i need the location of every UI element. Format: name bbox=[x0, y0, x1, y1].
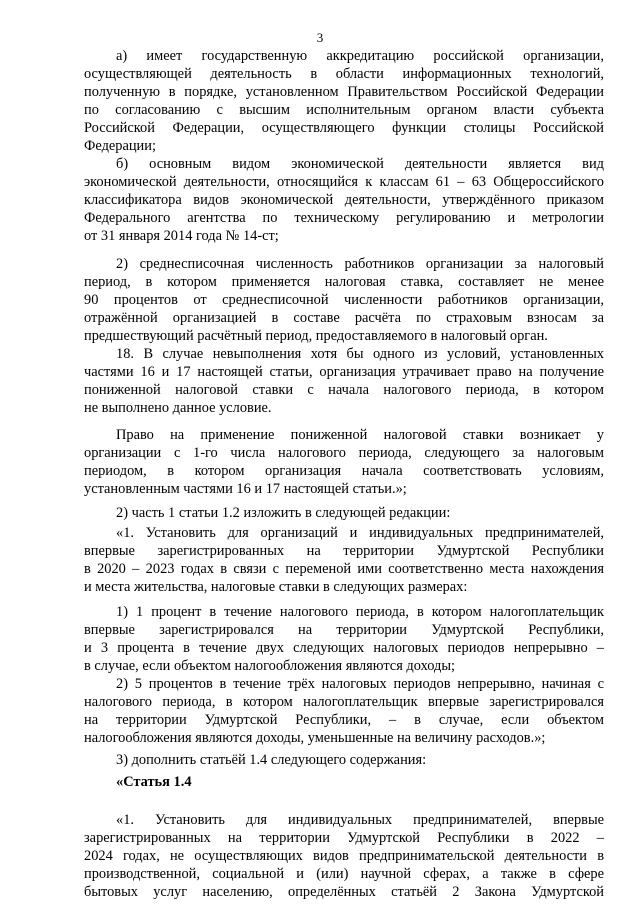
text-line: в 2020 – 2023 годах в связи с переменой ими соответственно места нахождения bbox=[84, 561, 604, 577]
text-line: 2) 5 процентов в течение трёх налоговых периодов непрерывно, начиная с bbox=[116, 676, 604, 692]
text-line: Федерального агентства по техническому регулированию и метрологии bbox=[84, 210, 604, 226]
text-line: 2) среднесписочная численность работников организации за налоговый bbox=[116, 256, 604, 272]
article-heading: «Статья 1.4 bbox=[116, 774, 192, 790]
text-line: Федерации; bbox=[84, 138, 156, 154]
text-line: по согласованию с высшим исполнительным органом власти субъекта bbox=[84, 102, 604, 118]
text-line: 90 процентов от среднесписочной численности работников организации, bbox=[84, 292, 604, 308]
text-line: на территории Удмуртской Республики, – в случае, если объектом bbox=[84, 712, 604, 728]
page-number: 3 bbox=[316, 30, 324, 45]
text-line: осуществляющей деятельность в области информационных технологий, bbox=[84, 66, 604, 82]
text-line: Российской Федерации, осуществляющего функции столицы Российской bbox=[84, 120, 604, 136]
text-line: частями 16 и 17 настоящей статьи, организация утрачивает право на получение bbox=[84, 364, 604, 380]
text-line: бытовых услуг населению, определённых статьёй 2 Закона Удмуртской bbox=[84, 884, 604, 900]
text-line: 2024 годах, не осуществляющих видов предпринимательской деятельности в bbox=[84, 848, 604, 864]
text-line: б) основным видом экономической деятельности является вид bbox=[116, 156, 604, 172]
text-line: 18. В случае невыполнения хотя бы одного из условий, установленных bbox=[116, 346, 604, 362]
text-line: классификатора видов экономической деятельности, утверждённого приказом bbox=[84, 192, 604, 208]
text-line: отражённой организацией в составе расчёта по страховым взносам за bbox=[84, 310, 604, 326]
text-line: не выполнено данное условие. bbox=[84, 400, 272, 416]
text-line: в случае, если объектом налогообложения являются доходы; bbox=[84, 658, 455, 674]
text-line: а) имеет государственную аккредитацию российской организации, bbox=[116, 48, 604, 64]
text-line: налогообложения являются доходы, уменьшенные на величину расходов.»; bbox=[84, 730, 546, 746]
text-line: зарегистрированных на территории Удмуртской Республики в 2022 – bbox=[84, 830, 604, 846]
text-line: периодом, в котором организация начала соответствовать условиям, bbox=[84, 463, 604, 479]
text-line: производственной, социальной и (или) научной сферах, а также в сфере bbox=[84, 866, 604, 882]
text-line: предшествующий расчётный период, предоставляемого в налоговый орган. bbox=[84, 328, 548, 344]
text-line: и 3 процента в течение двух следующих налоговых периодов непрерывно – bbox=[84, 640, 604, 656]
text-line: пониженной налоговой ставки с начала налогового периода, в котором bbox=[84, 382, 604, 398]
text-line: 2) часть 1 статьи 1.2 изложить в следующей редакции: bbox=[116, 505, 451, 521]
text-line: Право на применение пониженной налоговой ставки возникает у bbox=[116, 427, 604, 443]
text-line: и места жительства, налоговые ставки в следующих размерах: bbox=[84, 579, 468, 595]
text-line: установленным частями 16 и 17 настоящей статьи.»; bbox=[84, 481, 407, 497]
text-line: впервые зарегистрировался на территории Удмуртской Республики, bbox=[84, 622, 604, 638]
text-line: налогового периода, в котором налогоплательщик впервые зарегистрировался bbox=[84, 694, 604, 710]
text-line: организации с 1-го числа налогового периода, следующего за налоговым bbox=[84, 445, 604, 461]
text-line: впервые зарегистрированных на территории Удмуртской Республики bbox=[84, 543, 604, 559]
text-line: период, в котором применяется налоговая ставка, составляет не менее bbox=[84, 274, 604, 290]
text-line: полученную в порядке, установленном Правительством Российской Федерации bbox=[84, 84, 604, 100]
text-line: «1. Установить для организаций и индивидуальных предпринимателей, bbox=[116, 525, 604, 541]
text-line: 3) дополнить статьёй 1.4 следующего содержания: bbox=[116, 752, 427, 768]
text-line: «1. Установить для индивидуальных предпринимателей, впервые bbox=[116, 812, 604, 828]
text-line: экономической деятельности, относящийся к классам 61 – 63 Общероссийского bbox=[84, 174, 604, 190]
text-line: от 31 января 2014 года № 14-ст; bbox=[84, 228, 279, 244]
text-line: 1) 1 процент в течение налогового периода, в котором налогоплательщик bbox=[116, 604, 604, 620]
